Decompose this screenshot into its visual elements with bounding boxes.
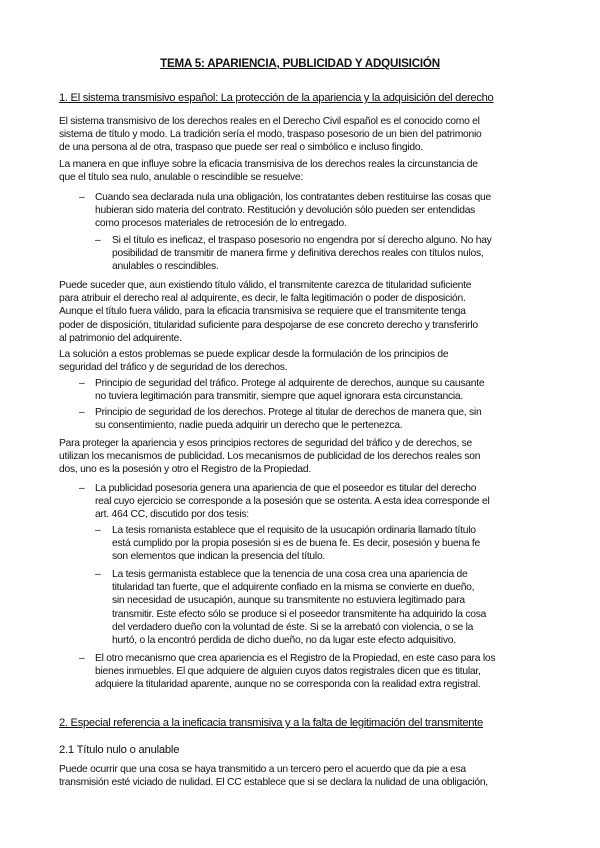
text-line: La publicidad posesoria genera una apariencia de que el poseedor es titular del derecho	[95, 483, 477, 494]
paragraph-intro	[59, 115, 549, 155]
text-line: hubieran sido materia del contrato. Restitución y devolución sólo pueden ser entendidas	[95, 205, 476, 217]
paragraph-principles	[59, 348, 549, 374]
text-line: para atribuir el derecho real al adquirente, es decir, le falta legitimación o poder de disposición.	[59, 293, 466, 305]
text-line: no tuviera legitimación para transmitir, siempre que aquel ignorara esta circunstancia.	[95, 391, 464, 403]
paragraph-resolution	[59, 158, 549, 184]
text-line: poder de disposición, titularidad suficiente para despojarse de ese concreto derecho y transferirlo	[59, 319, 478, 331]
section-2-1-heading: 2.1 Título nulo o anulable	[59, 744, 180, 756]
text-line: que el título sea nulo, anulable o rescindible se resuelve:	[59, 172, 303, 184]
text-line: transmisión esté viciado de nulidad. El CC establece que si se declara la nulidad de una obligación,	[59, 777, 488, 789]
text-line: Principio de seguridad del tráfico. Protege al adquirente de derechos, aunque su causante	[95, 378, 485, 389]
bullet-nullity	[95, 191, 551, 231]
text-line: art. 464 CC, discutido por dos tesis:	[95, 509, 249, 521]
subbullet-dash: –	[95, 525, 101, 536]
subbullet-dash: –	[95, 235, 101, 246]
text-line: como procesos materiales de retrocesión de lo entregado.	[95, 218, 347, 230]
text-line: Puede suceder que, aun existiendo título válido, el transmitente carezca de titularidad suficiente	[59, 280, 472, 291]
text-line: Si el título es ineficaz, el traspaso posesorio no engendra por sí derecho alguno. No hay	[112, 235, 492, 246]
bullet-dash: –	[79, 483, 85, 494]
text-line: Para proteger la apariencia y esos principios rectores de seguridad del tráfico y de derechos, se	[59, 438, 473, 449]
paragraph-legitimation	[59, 279, 549, 345]
bullet-traffic-security	[95, 377, 551, 403]
text-line: La tesis romanista establece que el requisito de la usucapión ordinaria llamado título	[112, 525, 476, 536]
text-line: al patrimonio del adquirente.	[59, 332, 182, 344]
text-line: hurtó, o la encontró perdida de dicho dueño, no da lugar este efecto adquisitivo.	[112, 634, 456, 646]
text-line: El otro mecanismo que crea apariencia es el Registro de la Propiedad, en este caso para los	[95, 653, 496, 664]
text-line: titularidad tan fuerte, que el adquirente confiado en la misma se convierte en dueño,	[112, 582, 475, 594]
text-line: transmitir. Este efecto sólo se produce si el poseedor transmitente ha adquirido la cosa	[112, 608, 487, 620]
text-line: Principio de seguridad de los derechos. Protege al titular de derechos de manera que, sin	[95, 407, 482, 418]
text-line: Cuando sea declarada nula una obligación, los contratantes deben restituirse las cosas que	[95, 192, 491, 203]
text-line: sin necesidad de usucapión, aunque su transmitente no estuviera legitimado para	[112, 595, 465, 607]
text-line: son elementos que indican la presencia del título.	[112, 551, 326, 563]
text-line: bienes inmuebles. El que adquiere de alguien cuyos datos registrales dicen que es titular,	[95, 666, 481, 678]
text-line: anulables o rescindibles.	[112, 261, 219, 273]
text-line: sistema de título y modo. La tradición sería el modo, traspaso posesorio de un bien del patrimonio	[59, 129, 482, 141]
text-line: Aunque el título fuera válido, para la eficacia transmisiva se requiere que el transmitente tenga	[59, 306, 466, 318]
text-line: posibilidad de transmitir de manera firme y definitiva derechos reales con títulos nulos,	[112, 248, 484, 260]
text-line: Puede ocurrir que una cosa se haya transmitido a un tercero pero el acuerdo que da pie a esa	[59, 764, 466, 775]
text-line: El sistema transmisivo de los derechos reales en el Derecho Civil español es el conocido como el	[59, 116, 480, 127]
subbullet-ineffective-title	[112, 234, 552, 274]
text-line: La solución a estos problemas se puede explicar desde la formulación de los principios de	[59, 349, 449, 360]
section-1-heading: 1. El sistema transmisivo español: La protección de la apariencia y la adquisición del derecho	[59, 92, 494, 104]
paragraph-publicity	[59, 437, 549, 477]
bullet-dash: –	[79, 378, 85, 389]
text-line: está cumplido por la propia posesión si es de buena fe. Es decir, posesión y buena fe	[112, 538, 480, 550]
bullet-dash: –	[79, 653, 85, 664]
subbullet-dash: –	[95, 569, 101, 580]
text-line: de una persona al de otra, traspaso que puede ser real o simbólico e incluso fingido.	[59, 142, 423, 154]
text-line: su consentimiento, nadie pueda adquirir un derecho que le pertenezca.	[95, 420, 403, 432]
bullet-possessory-publicity	[95, 482, 551, 522]
text-line: dos, uno es la posesión y otro el Registro de la Propiedad.	[59, 464, 311, 476]
bullet-rights-security	[95, 406, 551, 432]
bullet-dash: –	[79, 407, 85, 418]
document-title: TEMA 5: APARIENCIA, PUBLICIDAD Y ADQUISICIÓN	[160, 57, 440, 70]
text-line: utilizan los mecanismos de publicidad. Los mecanismos de publicidad de los derechos reales son	[59, 451, 481, 463]
text-line: La tesis germanista establece que la tenencia de una cosa crea una apariencia de	[112, 569, 468, 580]
subbullet-romanist-thesis	[112, 524, 552, 564]
bullet-property-registry	[95, 652, 551, 692]
bullet-dash: –	[79, 192, 85, 203]
text-line: real cuyo ejercicio se corresponde a la posesión que se ostenta. A esta idea corresponde el	[95, 496, 490, 508]
text-line: seguridad del tráfico y de seguridad de los derechos.	[59, 362, 288, 374]
subbullet-germanist-thesis	[112, 568, 552, 647]
section-2-heading: 2. Especial referencia a la ineficacia transmisiva y a la falta de legitimación del transmitente	[59, 717, 483, 729]
text-line: La manera en que influye sobre la eficacia transmisiva de los derechos reales la circunstancia de	[59, 159, 478, 170]
text-line: del verdadero dueño con la voluntad de éste. Si se la arrebató con violencia, o se la	[112, 621, 474, 633]
text-line: adquiere la titularidad aparente, aunque no se corresponda con la realidad extra registral.	[95, 679, 481, 691]
paragraph-null-title	[59, 763, 549, 789]
